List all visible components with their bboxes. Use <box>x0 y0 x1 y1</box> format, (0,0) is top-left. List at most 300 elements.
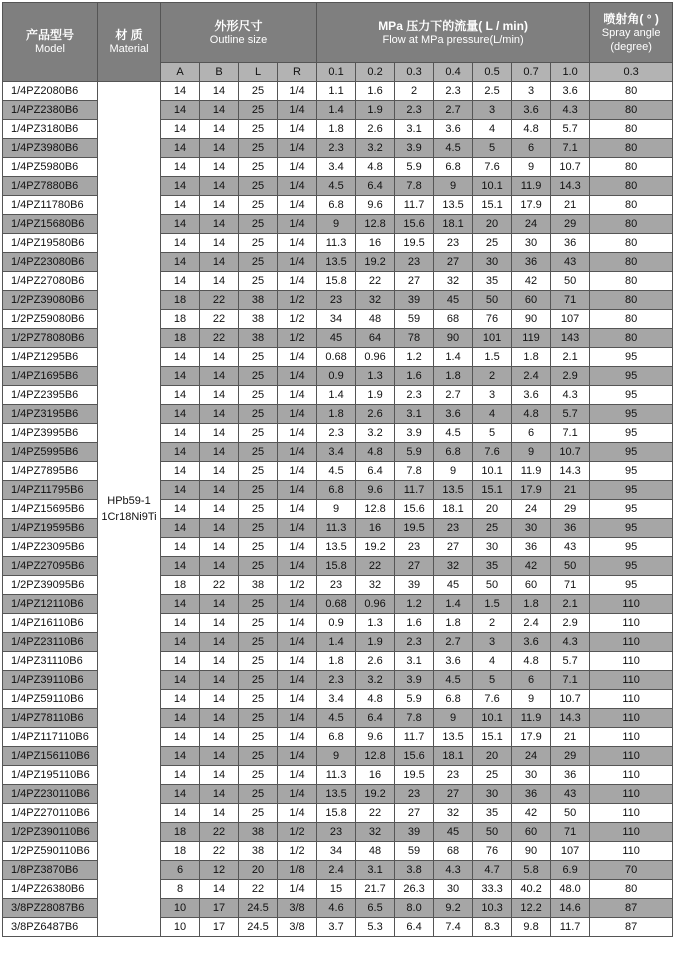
value-cell: 9.2 <box>434 899 473 918</box>
value-cell: 3.1 <box>356 861 395 880</box>
value-cell: 3.6 <box>434 120 473 139</box>
flow-header <box>317 3 590 63</box>
value-cell: 14 <box>200 101 239 120</box>
value-cell: 14 <box>161 481 200 500</box>
outline-header <box>161 3 317 63</box>
value-cell: 14 <box>161 500 200 519</box>
value-cell: 80 <box>590 120 673 139</box>
value-cell: 38 <box>239 842 278 861</box>
spray-header-cn: 喷射角( ° ) <box>603 11 659 26</box>
value-cell: 2.3 <box>434 82 473 101</box>
value-cell: 5.7 <box>551 405 590 424</box>
value-cell: 36 <box>512 538 551 557</box>
value-cell: 87 <box>590 918 673 937</box>
value-cell: 1/4 <box>278 82 317 101</box>
value-cell: 14.3 <box>551 709 590 728</box>
value-cell: 5.7 <box>551 120 590 139</box>
value-cell: 80 <box>590 272 673 291</box>
value-cell: 11.3 <box>317 766 356 785</box>
value-cell: 1/4 <box>278 633 317 652</box>
value-cell: 1/4 <box>278 424 317 443</box>
model-cell: 1/4PZ117110B6 <box>3 728 98 747</box>
material-cell <box>98 82 161 937</box>
value-cell: 21 <box>551 196 590 215</box>
value-cell: 8.3 <box>473 918 512 937</box>
value-cell: 6.4 <box>356 177 395 196</box>
model-cell: 1/2PZ59080B6 <box>3 310 98 329</box>
value-cell: 14 <box>161 747 200 766</box>
value-cell: 1/2 <box>278 576 317 595</box>
value-cell: 11.7 <box>395 196 434 215</box>
value-cell: 3.6 <box>551 82 590 101</box>
value-cell: 20 <box>239 861 278 880</box>
value-cell: 1/4 <box>278 671 317 690</box>
value-cell: 18 <box>161 291 200 310</box>
value-cell: 43 <box>551 253 590 272</box>
value-cell: 1.6 <box>356 82 395 101</box>
model-cell: 1/2PZ590110B6 <box>3 842 98 861</box>
spray-header <box>590 3 673 63</box>
value-cell: 95 <box>590 538 673 557</box>
value-cell: 1/4 <box>278 348 317 367</box>
value-cell: 1/4 <box>278 120 317 139</box>
value-cell: 30 <box>434 880 473 899</box>
value-cell: 25 <box>239 747 278 766</box>
value-cell: 3.4 <box>317 158 356 177</box>
value-cell: 9 <box>512 690 551 709</box>
model-header <box>3 3 98 82</box>
value-cell: 3/8 <box>278 899 317 918</box>
value-cell: 4.8 <box>512 120 551 139</box>
model-cell: 3/8PZ6487B6 <box>3 918 98 937</box>
value-cell: 4 <box>473 120 512 139</box>
value-cell: 1/4 <box>278 595 317 614</box>
value-cell: 36 <box>512 253 551 272</box>
value-cell: 1/4 <box>278 158 317 177</box>
value-cell: 95 <box>590 557 673 576</box>
value-cell: 22 <box>239 880 278 899</box>
value-cell: 7.1 <box>551 139 590 158</box>
spray-header-en: Spray angle (degree) <box>601 26 661 53</box>
value-cell: 3.2 <box>356 671 395 690</box>
model-cell: 3/8PZ28087B6 <box>3 899 98 918</box>
value-cell: 14 <box>161 120 200 139</box>
value-cell: 24 <box>512 747 551 766</box>
value-cell: 34 <box>317 310 356 329</box>
value-cell: 14 <box>200 196 239 215</box>
value-cell: 25 <box>239 139 278 158</box>
value-cell: 1.8 <box>317 120 356 139</box>
value-cell: 24.5 <box>239 918 278 937</box>
value-cell: 2 <box>473 367 512 386</box>
value-cell: 9 <box>434 177 473 196</box>
value-cell: 13.5 <box>317 785 356 804</box>
value-cell: 110 <box>590 633 673 652</box>
value-cell: 1.6 <box>395 614 434 633</box>
value-cell: 25 <box>239 500 278 519</box>
value-cell: 45 <box>434 823 473 842</box>
value-cell: 5 <box>473 139 512 158</box>
value-cell: 2.3 <box>395 633 434 652</box>
value-cell: 50 <box>473 576 512 595</box>
value-cell: 20 <box>473 500 512 519</box>
subheader-cell: 0.3 <box>590 63 673 82</box>
model-cell: 1/2PZ39095B6 <box>3 576 98 595</box>
value-cell: 0.96 <box>356 348 395 367</box>
subheader-cell: L <box>239 63 278 82</box>
value-cell: 10.7 <box>551 158 590 177</box>
value-cell: 25 <box>239 386 278 405</box>
value-cell: 10.1 <box>473 709 512 728</box>
value-cell: 7.8 <box>395 177 434 196</box>
material-header <box>98 3 161 82</box>
value-cell: 71 <box>551 291 590 310</box>
subheader-cell: 0.3 <box>395 63 434 82</box>
model-cell: 1/4PZ78110B6 <box>3 709 98 728</box>
value-cell: 39 <box>395 576 434 595</box>
value-cell: 14 <box>161 633 200 652</box>
value-cell: 1/2 <box>278 823 317 842</box>
value-cell: 59 <box>395 310 434 329</box>
value-cell: 14 <box>161 158 200 177</box>
value-cell: 14 <box>161 215 200 234</box>
value-cell: 25 <box>239 234 278 253</box>
value-cell: 4.8 <box>512 652 551 671</box>
value-cell: 110 <box>590 804 673 823</box>
value-cell: 30 <box>512 519 551 538</box>
value-cell: 6.9 <box>551 861 590 880</box>
value-cell: 4.5 <box>434 424 473 443</box>
value-cell: 1/4 <box>278 462 317 481</box>
model-cell: 1/4PZ23080B6 <box>3 253 98 272</box>
value-cell: 2.1 <box>551 595 590 614</box>
model-cell: 1/4PZ39110B6 <box>3 671 98 690</box>
value-cell: 23 <box>317 823 356 842</box>
model-cell: 1/4PZ27080B6 <box>3 272 98 291</box>
value-cell: 14 <box>200 785 239 804</box>
model-header-cn: 产品型号 <box>25 28 74 42</box>
value-cell: 60 <box>512 291 551 310</box>
value-cell: 9 <box>317 500 356 519</box>
value-cell: 4.3 <box>434 861 473 880</box>
value-cell: 14 <box>200 82 239 101</box>
value-cell: 24 <box>512 215 551 234</box>
value-cell: 14 <box>200 139 239 158</box>
value-cell: 80 <box>590 310 673 329</box>
value-cell: 10.7 <box>551 443 590 462</box>
value-cell: 1/4 <box>278 709 317 728</box>
outline-header-en: Outline size <box>209 33 268 46</box>
value-cell: 7.8 <box>395 462 434 481</box>
value-cell: 6.8 <box>434 158 473 177</box>
value-cell: 2.7 <box>434 386 473 405</box>
value-cell: 7.6 <box>473 158 512 177</box>
value-cell: 25 <box>239 728 278 747</box>
value-cell: 3 <box>512 82 551 101</box>
model-cell: 1/4PZ3980B6 <box>3 139 98 158</box>
value-cell: 6.5 <box>356 899 395 918</box>
value-cell: 33.3 <box>473 880 512 899</box>
value-cell: 38 <box>239 291 278 310</box>
value-cell: 8 <box>161 880 200 899</box>
model-cell: 1/4PZ16110B6 <box>3 614 98 633</box>
value-cell: 87 <box>590 899 673 918</box>
value-cell: 4.3 <box>551 101 590 120</box>
value-cell: 10.7 <box>551 690 590 709</box>
value-cell: 43 <box>551 538 590 557</box>
model-cell: 1/4PZ19595B6 <box>3 519 98 538</box>
value-cell: 1.9 <box>356 386 395 405</box>
value-cell: 9.6 <box>356 196 395 215</box>
value-cell: 32 <box>356 291 395 310</box>
value-cell: 25 <box>239 443 278 462</box>
value-cell: 14 <box>200 557 239 576</box>
value-cell: 9.6 <box>356 481 395 500</box>
value-cell: 27 <box>434 253 473 272</box>
value-cell: 1/4 <box>278 500 317 519</box>
value-cell: 14 <box>161 785 200 804</box>
value-cell: 5.3 <box>356 918 395 937</box>
value-cell: 34 <box>317 842 356 861</box>
value-cell: 6.8 <box>317 728 356 747</box>
value-cell: 1/4 <box>278 747 317 766</box>
value-cell: 14 <box>200 595 239 614</box>
value-cell: 15.6 <box>395 747 434 766</box>
value-cell: 22 <box>200 329 239 348</box>
value-cell: 3.6 <box>512 633 551 652</box>
value-cell: 3.6 <box>434 405 473 424</box>
value-cell: 80 <box>590 253 673 272</box>
value-cell: 1.4 <box>434 595 473 614</box>
value-cell: 1.8 <box>434 614 473 633</box>
value-cell: 1/4 <box>278 196 317 215</box>
value-cell: 25 <box>239 82 278 101</box>
value-cell: 50 <box>551 557 590 576</box>
value-cell: 27 <box>395 804 434 823</box>
value-cell: 4.3 <box>551 386 590 405</box>
value-cell: 32 <box>356 576 395 595</box>
value-cell: 1/4 <box>278 367 317 386</box>
model-cell: 1/4PZ3180B6 <box>3 120 98 139</box>
value-cell: 1/4 <box>278 177 317 196</box>
value-cell: 1/2 <box>278 310 317 329</box>
value-cell: 1/4 <box>278 785 317 804</box>
material-header-en: Material <box>109 43 149 55</box>
value-cell: 21 <box>551 728 590 747</box>
value-cell: 2.4 <box>512 367 551 386</box>
value-cell: 4.5 <box>317 177 356 196</box>
value-cell: 14 <box>200 709 239 728</box>
value-cell: 14 <box>200 766 239 785</box>
value-cell: 110 <box>590 842 673 861</box>
value-cell: 14 <box>200 538 239 557</box>
value-cell: 36 <box>551 234 590 253</box>
value-cell: 25 <box>239 633 278 652</box>
value-cell: 95 <box>590 443 673 462</box>
value-cell: 1/4 <box>278 519 317 538</box>
value-cell: 3.7 <box>317 918 356 937</box>
value-cell: 80 <box>590 329 673 348</box>
value-cell: 1/4 <box>278 215 317 234</box>
value-cell: 3.2 <box>356 139 395 158</box>
value-cell: 29 <box>551 500 590 519</box>
value-cell: 14 <box>200 405 239 424</box>
value-cell: 95 <box>590 348 673 367</box>
subheader-cell: R <box>278 63 317 82</box>
value-cell: 2.3 <box>395 386 434 405</box>
value-cell: 68 <box>434 842 473 861</box>
value-cell: 14 <box>200 500 239 519</box>
value-cell: 22 <box>200 842 239 861</box>
value-cell: 22 <box>356 557 395 576</box>
model-cell: 1/2PZ78080B6 <box>3 329 98 348</box>
value-cell: 15.8 <box>317 272 356 291</box>
value-cell: 5.9 <box>395 443 434 462</box>
value-cell: 143 <box>551 329 590 348</box>
value-cell: 12 <box>200 861 239 880</box>
outline-header-cn: 外形尺寸 <box>214 18 263 33</box>
model-cell: 1/4PZ15680B6 <box>3 215 98 234</box>
value-cell: 14 <box>161 101 200 120</box>
value-cell: 50 <box>551 272 590 291</box>
value-cell: 25 <box>239 253 278 272</box>
value-cell: 12.8 <box>356 500 395 519</box>
value-cell: 2.9 <box>551 367 590 386</box>
value-cell: 11.3 <box>317 519 356 538</box>
value-cell: 60 <box>512 576 551 595</box>
value-cell: 68 <box>434 310 473 329</box>
value-cell: 14 <box>200 652 239 671</box>
value-cell: 110 <box>590 766 673 785</box>
value-cell: 18.1 <box>434 500 473 519</box>
value-cell: 14 <box>161 519 200 538</box>
value-cell: 12.8 <box>356 747 395 766</box>
subheader-cell: 1.0 <box>551 63 590 82</box>
value-cell: 14 <box>161 804 200 823</box>
value-cell: 1/4 <box>278 443 317 462</box>
value-cell: 25 <box>473 234 512 253</box>
model-cell: 1/4PZ31110B6 <box>3 652 98 671</box>
value-cell: 38 <box>239 310 278 329</box>
value-cell: 2.7 <box>434 101 473 120</box>
value-cell: 25 <box>239 424 278 443</box>
value-cell: 4 <box>473 405 512 424</box>
value-cell: 16 <box>356 234 395 253</box>
value-cell: 1/4 <box>278 253 317 272</box>
value-cell: 14 <box>200 519 239 538</box>
value-cell: 5 <box>473 424 512 443</box>
value-cell: 14 <box>161 538 200 557</box>
value-cell: 14 <box>161 671 200 690</box>
value-cell: 107 <box>551 310 590 329</box>
model-cell: 1/4PZ2080B6 <box>3 82 98 101</box>
value-cell: 1.4 <box>317 386 356 405</box>
value-cell: 42 <box>512 557 551 576</box>
value-cell: 38 <box>239 823 278 842</box>
value-cell: 0.68 <box>317 348 356 367</box>
model-cell: 1/4PZ12110B6 <box>3 595 98 614</box>
value-cell: 23 <box>317 291 356 310</box>
value-cell: 15.1 <box>473 481 512 500</box>
value-cell: 50 <box>473 823 512 842</box>
value-cell: 19.5 <box>395 234 434 253</box>
value-cell: 6.8 <box>317 196 356 215</box>
value-cell: 25 <box>239 272 278 291</box>
value-cell: 1/4 <box>278 652 317 671</box>
value-cell: 5 <box>473 671 512 690</box>
value-cell: 1/8 <box>278 861 317 880</box>
nozzle-spec-table <box>2 2 673 937</box>
value-cell: 32 <box>434 804 473 823</box>
model-cell: 1/4PZ1695B6 <box>3 367 98 386</box>
value-cell: 12.8 <box>356 215 395 234</box>
value-cell: 2.1 <box>551 348 590 367</box>
value-cell: 3/8 <box>278 918 317 937</box>
value-cell: 18 <box>161 842 200 861</box>
value-cell: 14 <box>200 880 239 899</box>
value-cell: 13.5 <box>434 196 473 215</box>
value-cell: 27 <box>395 557 434 576</box>
value-cell: 1/4 <box>278 405 317 424</box>
value-cell: 48 <box>356 842 395 861</box>
value-cell: 3.1 <box>395 652 434 671</box>
value-cell: 25 <box>239 785 278 804</box>
value-cell: 15 <box>317 880 356 899</box>
value-cell: 25 <box>239 595 278 614</box>
value-cell: 11.3 <box>317 234 356 253</box>
value-cell: 13.5 <box>317 538 356 557</box>
model-cell: 1/4PZ11795B6 <box>3 481 98 500</box>
value-cell: 95 <box>590 424 673 443</box>
value-cell: 1/4 <box>278 880 317 899</box>
value-cell: 11.9 <box>512 177 551 196</box>
value-cell: 1.4 <box>317 633 356 652</box>
model-cell: 1/4PZ270110B6 <box>3 804 98 823</box>
value-cell: 1/4 <box>278 728 317 747</box>
value-cell: 40.2 <box>512 880 551 899</box>
value-cell: 110 <box>590 690 673 709</box>
value-cell: 59 <box>395 842 434 861</box>
material-header-cn: 材 质 <box>115 28 143 42</box>
value-cell: 15.1 <box>473 196 512 215</box>
value-cell: 29 <box>551 747 590 766</box>
value-cell: 6.8 <box>317 481 356 500</box>
value-cell: 110 <box>590 671 673 690</box>
model-cell: 1/4PZ19580B6 <box>3 234 98 253</box>
value-cell: 2.7 <box>434 633 473 652</box>
value-cell: 25 <box>239 709 278 728</box>
subheader-cell: 0.1 <box>317 63 356 82</box>
value-cell: 14 <box>200 747 239 766</box>
value-cell: 21 <box>551 481 590 500</box>
value-cell: 4.3 <box>551 633 590 652</box>
value-cell: 1.8 <box>317 652 356 671</box>
value-cell: 48.0 <box>551 880 590 899</box>
value-cell: 10.1 <box>473 462 512 481</box>
value-cell: 3.1 <box>395 405 434 424</box>
value-cell: 14 <box>200 728 239 747</box>
value-cell: 25 <box>239 158 278 177</box>
value-cell: 4.8 <box>512 405 551 424</box>
value-cell: 25 <box>239 519 278 538</box>
value-cell: 4 <box>473 652 512 671</box>
value-cell: 14 <box>200 671 239 690</box>
value-cell: 119 <box>512 329 551 348</box>
value-cell: 1/4 <box>278 614 317 633</box>
value-cell: 2.3 <box>317 671 356 690</box>
value-cell: 25 <box>239 690 278 709</box>
value-cell: 76 <box>473 842 512 861</box>
